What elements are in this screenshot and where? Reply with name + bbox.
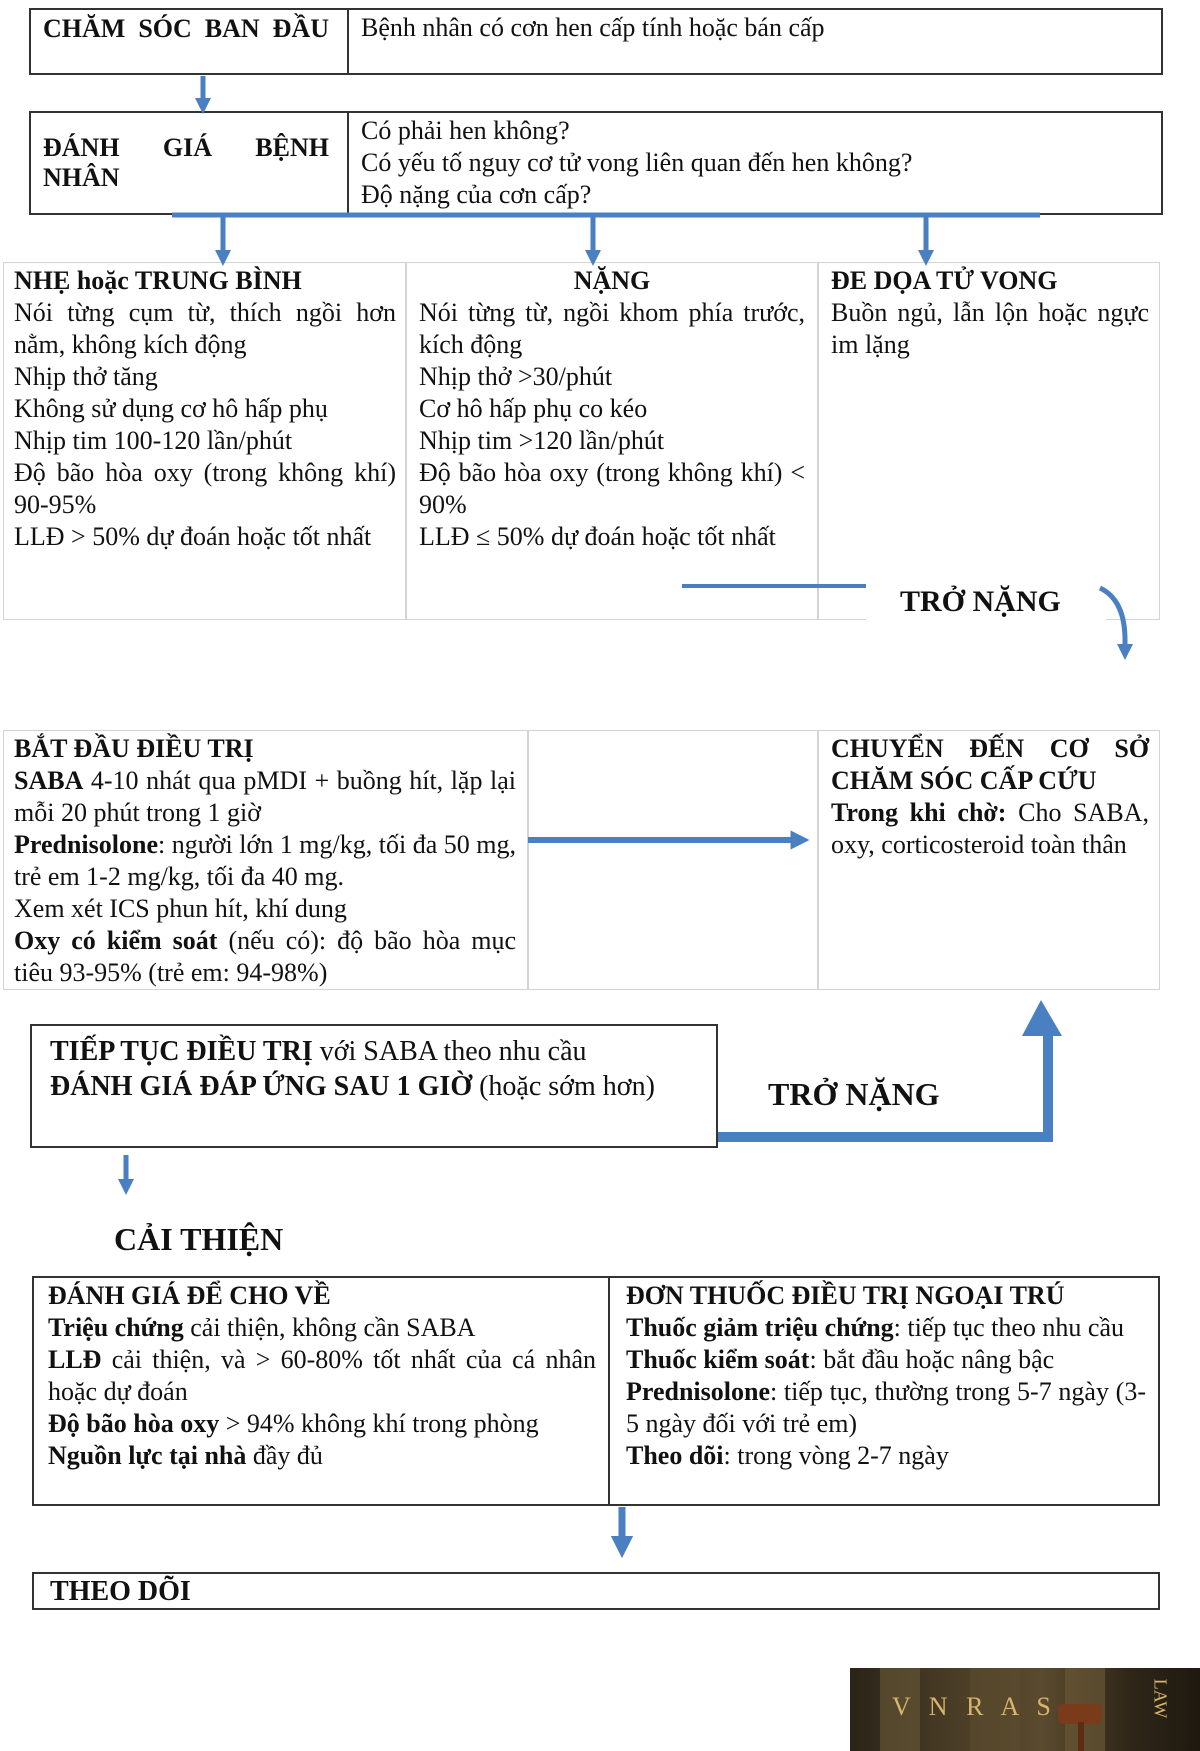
outpatient-row: Thuốc giảm triệu chứng: tiếp tục theo nhu cầu [626, 1313, 1124, 1342]
outpatient-row: Prednisolone: tiếp tục, thường trong 5-7 ngày (3-5 ngày đối với trẻ em) [626, 1377, 1146, 1438]
mild-line: Nhịp thở tăng [14, 362, 158, 391]
assess-questions [361, 115, 912, 211]
follow-up [32, 1572, 1160, 1610]
severity-life-threatening [818, 262, 1160, 620]
treatment-middle-cell [528, 730, 818, 990]
assess-question: Có yếu tố nguy cơ tử vong liên quan đến hen không? [361, 148, 913, 177]
outpatient-prescription [608, 1276, 1160, 1506]
outpatient-row: Theo dõi: trong vòng 2-7 ngày [626, 1441, 949, 1470]
discharge-row: Nguồn lực tại nhà đầy đủ [48, 1441, 323, 1470]
worsen-elbow-head [1022, 1000, 1062, 1036]
worsen-label-bottom: TRỞ NẶNG [768, 1076, 940, 1112]
treatment-saba: SABA 4-10 nhát qua pMDI + buồng hít, lặp lại mỗi 20 phút trong 1 giờ [14, 766, 516, 827]
improve-label: CẢI THIỆN [114, 1221, 284, 1257]
severe-line: Cơ hô hấp phụ co kéo [419, 394, 648, 423]
severe-line: Nhịp tim >120 lần/phút [419, 426, 665, 455]
gavel-icon [1058, 1704, 1102, 1724]
outpatient-title: ĐƠN THUỐC ĐIỀU TRỊ NGOẠI TRÚ [626, 1281, 1065, 1310]
assess-question: Có phải hen không? [361, 116, 570, 145]
gavel-handle [1078, 1722, 1084, 1751]
logo-text: V N R A S [892, 1692, 1057, 1721]
severe-title: NẶNG [573, 266, 651, 295]
continue-line-2: ĐÁNH GIÁ ĐÁP ỨNG SAU 1 GIỜ (hoặc sớm hơn) [50, 1071, 655, 1102]
discharge-assessment [32, 1276, 610, 1506]
severe-line: Độ bão hòa oxy (trong không khí) < 90% [419, 458, 805, 519]
life-title: ĐE DỌA TỬ VONG [831, 266, 1058, 295]
initial-care-label: CHĂM SÓC BAN ĐẦU [43, 14, 329, 43]
step-initial-care [29, 8, 1163, 75]
assess-patient-label: ĐÁNH GIÁ BỆNH NHÂN [43, 133, 329, 192]
mild-line: Không sử dụng cơ hô hấp phụ [14, 394, 328, 423]
worsen-elbow-arrow [718, 1000, 1070, 1136]
transfer-acute-care [818, 730, 1160, 990]
discharge-row: LLĐ cải thiện, và > 60-80% tốt nhất của cá nhân hoặc dự đoán [48, 1345, 596, 1406]
discharge-row: Độ bão hòa oxy > 94% không khí trong phòng [48, 1409, 539, 1438]
transfer-wait: Trong khi chờ: Cho SABA, oxy, corticosteroid toàn thân [831, 798, 1149, 859]
start-treatment [3, 730, 528, 990]
treatment-title: BẮT ĐẦU ĐIỀU TRỊ [14, 734, 254, 763]
life-line: Buồn ngủ, lẫn lộn hoặc ngực im lặng [831, 298, 1149, 359]
assess-question: Độ nặng của cơn cấp? [361, 180, 592, 209]
treatment-prednisolone: Prednisolone: người lớn 1 mg/kg, tối đa 50 mg, trẻ em 1-2 mg/kg, tối đa 40 mg. [14, 830, 516, 891]
severe-line: Nhịp thở >30/phút [419, 362, 613, 391]
mild-line: Nhịp tim 100-120 lần/phút [14, 426, 293, 455]
mild-line: Nói từng cụm từ, thích ngồi hơn nằm, không kích động [14, 298, 396, 359]
logo-side-text: LAW [1150, 1678, 1171, 1719]
treatment-oxygen: Oxy có kiểm soát (nếu có): độ bão hòa mục tiêu 93-95% (trẻ em: 94-98%) [14, 926, 517, 987]
discharge-title: ĐÁNH GIÁ ĐỂ CHO VỀ [48, 1281, 331, 1310]
continue-treatment [30, 1024, 718, 1148]
severity-severe [406, 262, 818, 620]
mild-line: LLĐ > 50% dự đoán hoặc tốt nhất [14, 522, 372, 551]
mild-line: Độ bão hòa oxy (trong không khí) 90-95% [14, 458, 396, 519]
step2-divider [347, 113, 349, 213]
worsen-label-top: TRỞ NẶNG [900, 585, 1061, 618]
step1-divider [347, 10, 349, 73]
severity-mild-moderate [3, 262, 406, 620]
mild-title: NHẸ hoặc TRUNG BÌNH [14, 266, 302, 295]
outpatient-row: Thuốc kiểm soát: bắt đầu hoặc nâng bậc [626, 1345, 1055, 1374]
treatment-ics: Xem xét ICS phun hít, khí dung [14, 894, 347, 923]
vnras-logo [850, 1668, 1200, 1751]
transfer-title: CHUYỂN ĐẾN CƠ SỞ CHĂM SÓC CẤP CỨU [831, 734, 1149, 795]
continue-line-1: TIẾP TỤC ĐIỀU TRỊ với SABA theo nhu cầu [50, 1036, 587, 1067]
follow-up-label: THEO DÕI [50, 1576, 191, 1607]
step-assess-patient [29, 111, 1163, 215]
severe-line: Nói từng từ, ngồi khom phía trước, kích động [419, 298, 805, 359]
severe-line: LLĐ ≤ 50% dự đoán hoặc tốt nhất [419, 522, 776, 551]
discharge-row: Triệu chứng cải thiện, không cần SABA [48, 1313, 476, 1342]
initial-care-text: Bệnh nhân có cơn hen cấp tính hoặc bán cấp [361, 13, 825, 42]
